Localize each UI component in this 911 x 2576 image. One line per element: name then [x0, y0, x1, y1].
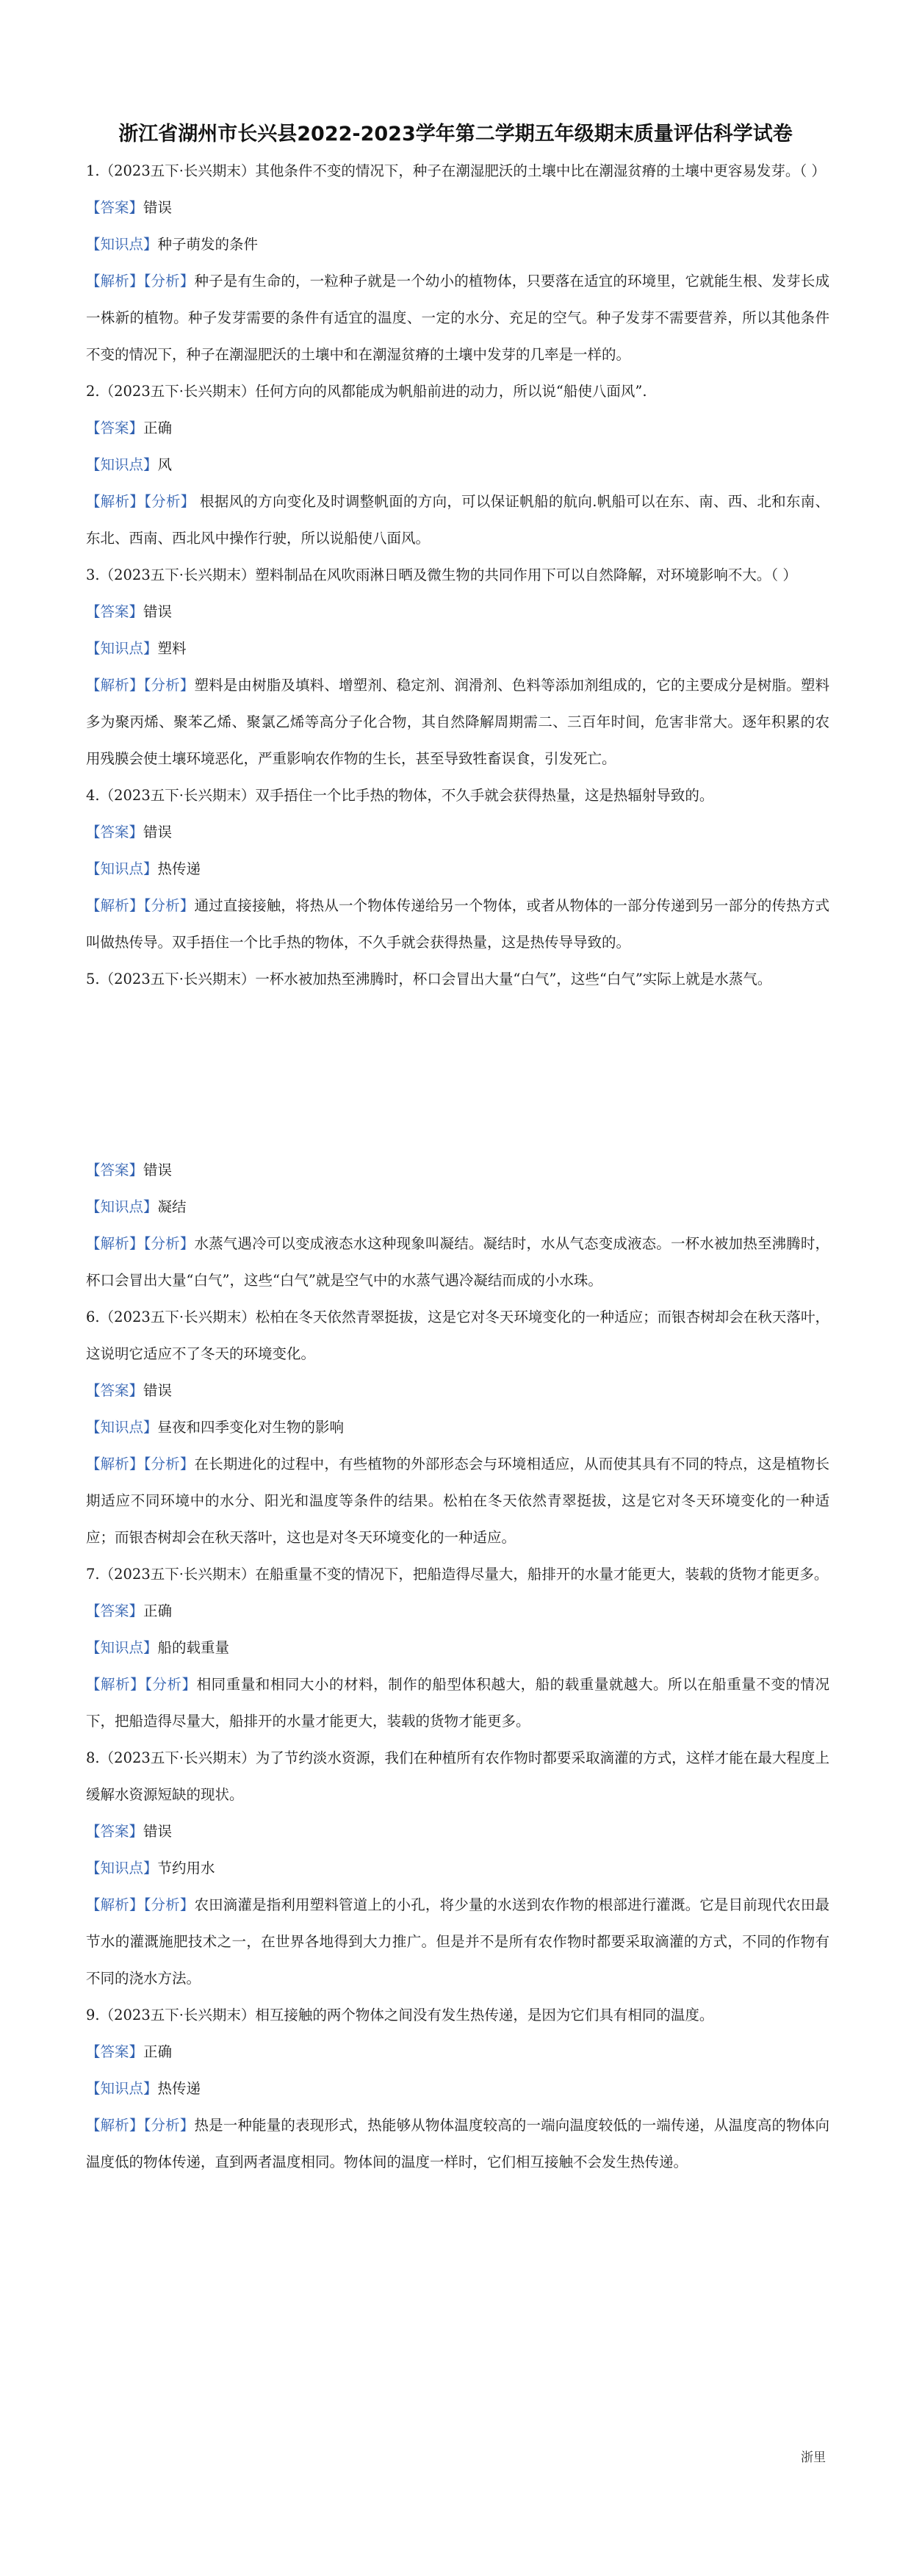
- knowledge-tag: 【知识点】: [86, 2080, 158, 2097]
- knowledge-line: [86, 851, 829, 888]
- analysis-tag: 【解析】: [86, 1896, 144, 1913]
- knowledge-value: 昼夜和四季变化对生物的影响: [157, 1419, 345, 1436]
- answer-value: 错误: [143, 1823, 173, 1840]
- knowledge-value: 船的载重量: [157, 1639, 230, 1656]
- page-title: 浙江省湖州市长兴县2022-2023学年第二学期五年级期末质量评估科学试卷: [118, 123, 793, 145]
- question-text: 4.（2023五下·长兴期末）双手捂住一个比手热的物体，不久手就会获得热量，这是热辐射导致的。: [86, 787, 714, 804]
- answer-tag: 【答案】: [86, 603, 144, 620]
- answer-tag: 【答案】: [86, 1162, 144, 1179]
- knowledge-line: [86, 1409, 829, 1446]
- fenxi-tag: 【分析】: [144, 493, 195, 510]
- analysis-line: [86, 483, 829, 557]
- blank-gap: [86, 998, 829, 1152]
- answer-line: [86, 1813, 829, 1850]
- analysis-text: 农田滴灌是指利用塑料管道上的小孔，将少量的水送到农作物的根部进行灌溉。它是目前现代农田最节水的灌溉施肥技术之一，在世界各地得到大力推广。但是并不是所有农作物时都要采取滴灌的方式，不同的作物有不同的浇水方法。: [86, 1896, 829, 1987]
- answer-line: [86, 814, 829, 851]
- knowledge-tag: 【知识点】: [86, 1198, 158, 1215]
- analysis-tag: 【解析】: [86, 493, 145, 510]
- analysis-text: 热是一种能量的表现形式，热能够从物体温度较高的一端向温度较低的一端传递，从温度高的物体向温度低的物体传递，直到两者温度相同。物体间的温度一样时，它们相互接触不会发生热传递。: [86, 2117, 829, 2170]
- analysis-text: 水蒸气遇冷可以变成液态水这种现象叫凝结。凝结时，水从气态变成液态。一杯水被加热至沸腾时，杯口会冒出大量“白气”，这些“白气”就是空气中的水蒸气遇冷凝结而成的小水珠。: [86, 1235, 829, 1289]
- question-block: [86, 153, 829, 373]
- knowledge-line: [86, 447, 829, 483]
- analysis-tag: 【解析】: [86, 273, 144, 289]
- answer-tag: 【答案】: [86, 1602, 144, 1619]
- question-text: 9.（2023五下·长兴期末）相互接触的两个物体之间没有发生热传递，是因为它们具有相同的温度。: [86, 2007, 714, 2023]
- fenxi-tag: 【分析】: [143, 1235, 195, 1252]
- knowledge-tag: 【知识点】: [86, 1639, 158, 1656]
- question-block: [86, 373, 829, 557]
- answer-tag: 【答案】: [86, 1382, 144, 1399]
- analysis-text: 塑料是由树脂及填料、增塑剂、稳定剂、润滑剂、色料等添加剂组成的，它的主要成分是树脂。塑料多为聚丙烯、聚苯乙烯、聚氯乙烯等高分子化合物，其自然降解周期需二、三百年时间，危害非常大。逐年积累的农用残膜会使土壤环境恶化，严重影响农作物的生长，甚至导致牲畜误食，引发死亡。: [86, 677, 829, 767]
- answer-value: 错误: [143, 199, 173, 216]
- knowledge-line: [86, 2070, 829, 2107]
- analysis-tag: 【解析】: [86, 2117, 144, 2134]
- analysis-tag: 【解析】: [86, 1676, 145, 1693]
- question-block: [86, 1556, 829, 1740]
- answer-tag: 【答案】: [86, 1823, 144, 1840]
- question-block: [86, 1299, 829, 1556]
- answer-line: [86, 190, 829, 226]
- knowledge-line: [86, 1189, 829, 1226]
- analysis-text: 在长期进化的过程中，有些植物的外部形态会与环境相适应，从而使其具有不同的特点，这是植物长期适应不同环境中的水分、阳光和温度等条件的结果。松柏在冬天依然青翠挺拔，这是它对冬天环境变化的一种适应；而银杏树却会在秋天落叶，这也是对冬天环境变化的一种适应。: [86, 1456, 829, 1546]
- knowledge-tag: 【知识点】: [86, 1860, 158, 1877]
- answer-value: 错误: [143, 1382, 173, 1399]
- question-text: 1.（2023五下·长兴期末）其他条件不变的情况下，种子在潮湿肥沃的土壤中比在潮湿贫瘠的土壤中更容易发芽。（ ）: [86, 162, 826, 179]
- page-footer: 浙里: [801, 2450, 826, 2465]
- knowledge-value: 节约用水: [157, 1860, 215, 1877]
- question-text: 5.（2023五下·长兴期末）一杯水被加热至沸腾时，杯口会冒出大量“白气”，这些“白气”实际上就是水蒸气。: [86, 971, 772, 987]
- analysis-line: [86, 888, 829, 961]
- knowledge-value: 凝结: [157, 1198, 187, 1215]
- fenxi-tag: 【分析】: [145, 1676, 197, 1693]
- answer-value: 错误: [143, 1162, 173, 1179]
- answer-tag: 【答案】: [86, 2043, 144, 2060]
- analysis-line: [86, 2107, 829, 2181]
- knowledge-tag: 【知识点】: [86, 860, 158, 877]
- answer-tag: 【答案】: [86, 420, 144, 436]
- knowledge-tag: 【知识点】: [86, 640, 158, 657]
- fenxi-tag: 【分析】: [143, 1896, 195, 1913]
- analysis-tag: 【解析】: [86, 1235, 144, 1252]
- analysis-line: [86, 1446, 829, 1556]
- question-text: 3.（2023五下·长兴期末）塑料制品在风吹雨淋日晒及微生物的共同作用下可以自然降解，对环境影响不大。（ ）: [86, 566, 797, 583]
- answer-tag: 【答案】: [86, 824, 144, 841]
- answer-line: [86, 594, 829, 630]
- analysis-line: [86, 263, 829, 373]
- answer-tag: 【答案】: [86, 199, 144, 216]
- knowledge-line: [86, 226, 829, 263]
- answer-value: 错误: [143, 603, 173, 620]
- answer-line: [86, 2034, 829, 2070]
- knowledge-value: 热传递: [157, 2080, 201, 2097]
- question-text: 6.（2023五下·长兴期末）松柏在冬天依然青翠挺拔，这是它对冬天环境变化的一种适应；而银杏树却会在秋天落叶，这说明它适应不了冬天的环境变化。: [86, 1309, 829, 1362]
- analysis-text: 通过直接接触，将热从一个物体传递给另一个物体，或者从物体的一部分传递到另一部分的传热方式叫做热传导。双手捂住一个比手热的物体，不久手就会获得热量，这是热传导导致的。: [86, 897, 829, 951]
- knowledge-value: 风: [157, 456, 173, 473]
- question-text: 2.（2023五下·长兴期末）任何方向的风都能成为帆船前进的动力，所以说“船使八面风”.: [86, 383, 647, 400]
- answer-line: [86, 410, 829, 447]
- answer-value: 正确: [143, 420, 173, 436]
- fenxi-tag: 【分析】: [143, 677, 195, 694]
- analysis-tag: 【解析】: [86, 897, 144, 914]
- knowledge-line: [86, 1630, 829, 1666]
- fenxi-tag: 【分析】: [143, 1456, 195, 1472]
- question-block: [86, 961, 829, 1299]
- analysis-line: [86, 667, 829, 777]
- analysis-line: [86, 1666, 829, 1740]
- question-block: [86, 777, 829, 961]
- analysis-tag: 【解析】: [86, 677, 144, 694]
- fenxi-tag: 【分析】: [143, 2117, 195, 2134]
- knowledge-tag: 【知识点】: [86, 456, 158, 473]
- knowledge-tag: 【知识点】: [86, 1419, 158, 1436]
- knowledge-line: [86, 630, 829, 667]
- question-block: [86, 557, 829, 777]
- knowledge-value: 热传递: [157, 860, 201, 877]
- analysis-text: 种子是有生命的，一粒种子就是一个幼小的植物体，只要落在适宜的环境里，它就能生根、发芽长成一株新的植物。种子发芽需要的条件有适宜的温度、一定的水分、充足的空气。种子发芽不需要营养，所以其他条件不变的情况下，种子在潮湿肥沃的土壤中和在潮湿贫瘠的土壤中发芽的几率是一样的。: [86, 273, 829, 363]
- knowledge-line: [86, 1850, 829, 1887]
- knowledge-value: 塑料: [157, 640, 187, 657]
- analysis-line: [86, 1226, 829, 1299]
- analysis-line: [86, 1887, 829, 1997]
- fenxi-tag: 【分析】: [143, 273, 195, 289]
- question-block: [86, 1740, 829, 1997]
- answer-line: [86, 1372, 829, 1409]
- answer-value: 正确: [143, 1602, 173, 1619]
- knowledge-value: 种子萌发的条件: [157, 236, 259, 253]
- question-text: 8.（2023五下·长兴期末）为了节约淡水资源，我们在种植所有农作物时都要采取滴灌的方式，这样才能在最大程度上缓解水资源短缺的现状。: [86, 1749, 829, 1803]
- fenxi-tag: 【分析】: [143, 897, 195, 914]
- question-text: 7.（2023五下·长兴期末）在船重量不变的情况下，把船造得尽量大，船排开的水量才能更大，装载的货物才能更多。: [86, 1566, 829, 1583]
- answer-line: [86, 1593, 829, 1630]
- question-block: [86, 1997, 829, 2181]
- knowledge-tag: 【知识点】: [86, 236, 158, 253]
- answer-value: 正确: [143, 2043, 173, 2060]
- answer-line: [86, 1152, 829, 1189]
- answer-value: 错误: [143, 824, 173, 841]
- question-list: [86, 153, 829, 2181]
- analysis-tag: 【解析】: [86, 1456, 144, 1472]
- analysis-text: 相同重量和相同大小的材料，制作的船型体积越大，船的载重量就越大。所以在船重量不变的情况下，把船造得尽量大，船排开的水量才能更大，装载的货物才能更多。: [86, 1676, 829, 1730]
- analysis-text: 根据风的方向变化及时调整帆面的方向，可以保证帆船的航向.帆船可以在东、南、西、北和东南、东北、西南、西北风中操作行驶，所以说船使八面风。: [86, 493, 829, 547]
